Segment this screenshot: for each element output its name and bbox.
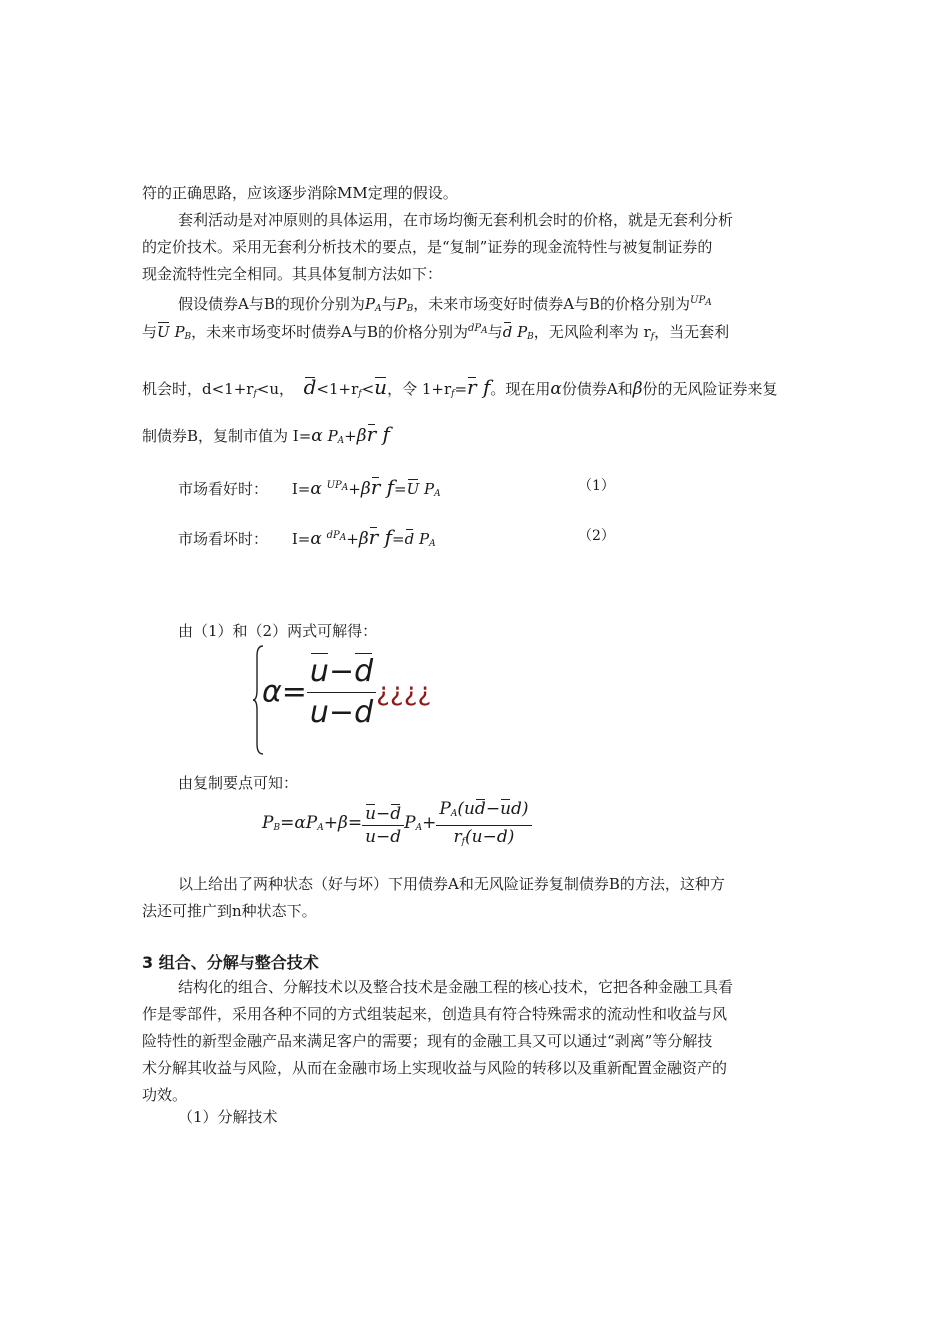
sub-heading: （1）分解技术 (178, 1108, 278, 1126)
para-line: 制债券B，复制市值为 I=α $P_A+\beta r$ f (142, 422, 390, 446)
garbled-text: ¿¿¿¿ (376, 677, 432, 708)
para-line: 法还可推广到n种状态下。 (142, 902, 317, 920)
eq-number-2: （2） (578, 528, 615, 544)
text: = (454, 380, 468, 398)
section-heading: 3 组合、分解与整合技术 (142, 953, 319, 972)
text: 与 (381, 295, 397, 313)
para-line: 的定价技术。采用无套利分析技术的要点，是“复制”证券的现金流特性与被复制证券的 (142, 238, 713, 256)
pb-equation: $P_B=\alpha P_A+\beta=$ $\frac{u-d}{u-d}$ $P_A+$ $\frac{P_A(ud-ud)}{r_f(u-d)}$ (262, 798, 532, 853)
text: ，无风险利率为 r (533, 323, 651, 341)
text: < (361, 380, 375, 398)
text: ，当无套利 (654, 323, 730, 341)
para-line: 机会时，$d<1+r_f<u$， $d<1+r_f<u$，令 $1+r_f=r$ f。现在用α份债券A和β份的无风险证券来复 (142, 375, 778, 399)
eq-number-1: （1） (578, 478, 615, 494)
text: 假设债券A与B的现价分别为 (178, 295, 365, 313)
equation-2: 市场看坏时： I=α $^{dPA}$+βr f=d $P_A$ (178, 525, 436, 549)
para-line: 由（1）和（2）两式可解得： (178, 622, 378, 640)
text: 。现在用 (490, 380, 551, 398)
para-line: 作是零部件，采用各种不同的方式组装起来，创造具有符合特殊需求的流动性和收益与风 (142, 1005, 728, 1023)
eq-label: 市场看好时： (178, 480, 269, 498)
eq-label: 市场看坏时： (178, 530, 269, 548)
para-line: 套利活动是对冲原则的具体运用，在市场均衡无套利机会时的价格，就是无套利分析 (178, 211, 734, 229)
para-line: 险特性的新型金融产品来满足客户的需要；现有的金融工具又可以通过“剥离”等分解技 (142, 1032, 713, 1050)
para-line: 假设债券A与B的现价分别为$P_A$与$P_B$，未来市场变好时债券A与B的价格分别为$^{UPA}$ (178, 295, 712, 314)
text: <u， (256, 380, 295, 398)
text: 份债券A和 (561, 380, 633, 398)
para-line: 功效。 (142, 1086, 188, 1104)
alpha-solution: α= $\frac{u-d}{u-d}$ ¿¿¿¿ (262, 654, 432, 730)
text: 份的无风险证券来复 (642, 380, 778, 398)
para-line: 与U $P_B$，未来市场变坏时债券A与B的价格分别为$^{dPA}$与d $P_B$，无风险利率为 $r_f$，当无套利 (142, 323, 730, 342)
para-line: 结构化的组合、分解技术以及整合技术是金融工程的核心技术，它把各种金融工具看 (178, 978, 734, 996)
para-line: 现金流特性完全相同。其具体复制方法如下： (142, 265, 443, 283)
equation-1: 市场看好时： I=α $^{UPA}$+βr f=U $P_A$ (178, 475, 441, 499)
text: 机会时，d<1+r (142, 380, 254, 398)
text: ，未来市场变好时债券A与B的价格分别为 (413, 295, 691, 313)
text: ，令 1+r (387, 380, 452, 398)
para-line: 以上给出了两种状态（好与坏）下用债券A和无风险证券复制债券B的方法，这种方 (178, 875, 725, 893)
para-line: 符的正确思路，应该逐步消除MM定理的假设。 (142, 184, 458, 202)
text: ，未来市场变坏时债券A与B的价格分别为 (191, 323, 469, 341)
text: 与 (142, 323, 158, 341)
para-line: 由复制要点可知： (178, 774, 299, 792)
text: <1+r (316, 380, 359, 398)
text: 与 (487, 323, 503, 341)
text: 制债券B，复制市值为 I= (142, 427, 312, 445)
para-line: 术分解其收益与风险，从而在金融市场上实现收益与风险的转移以及重新配置金融资产的 (142, 1059, 728, 1077)
